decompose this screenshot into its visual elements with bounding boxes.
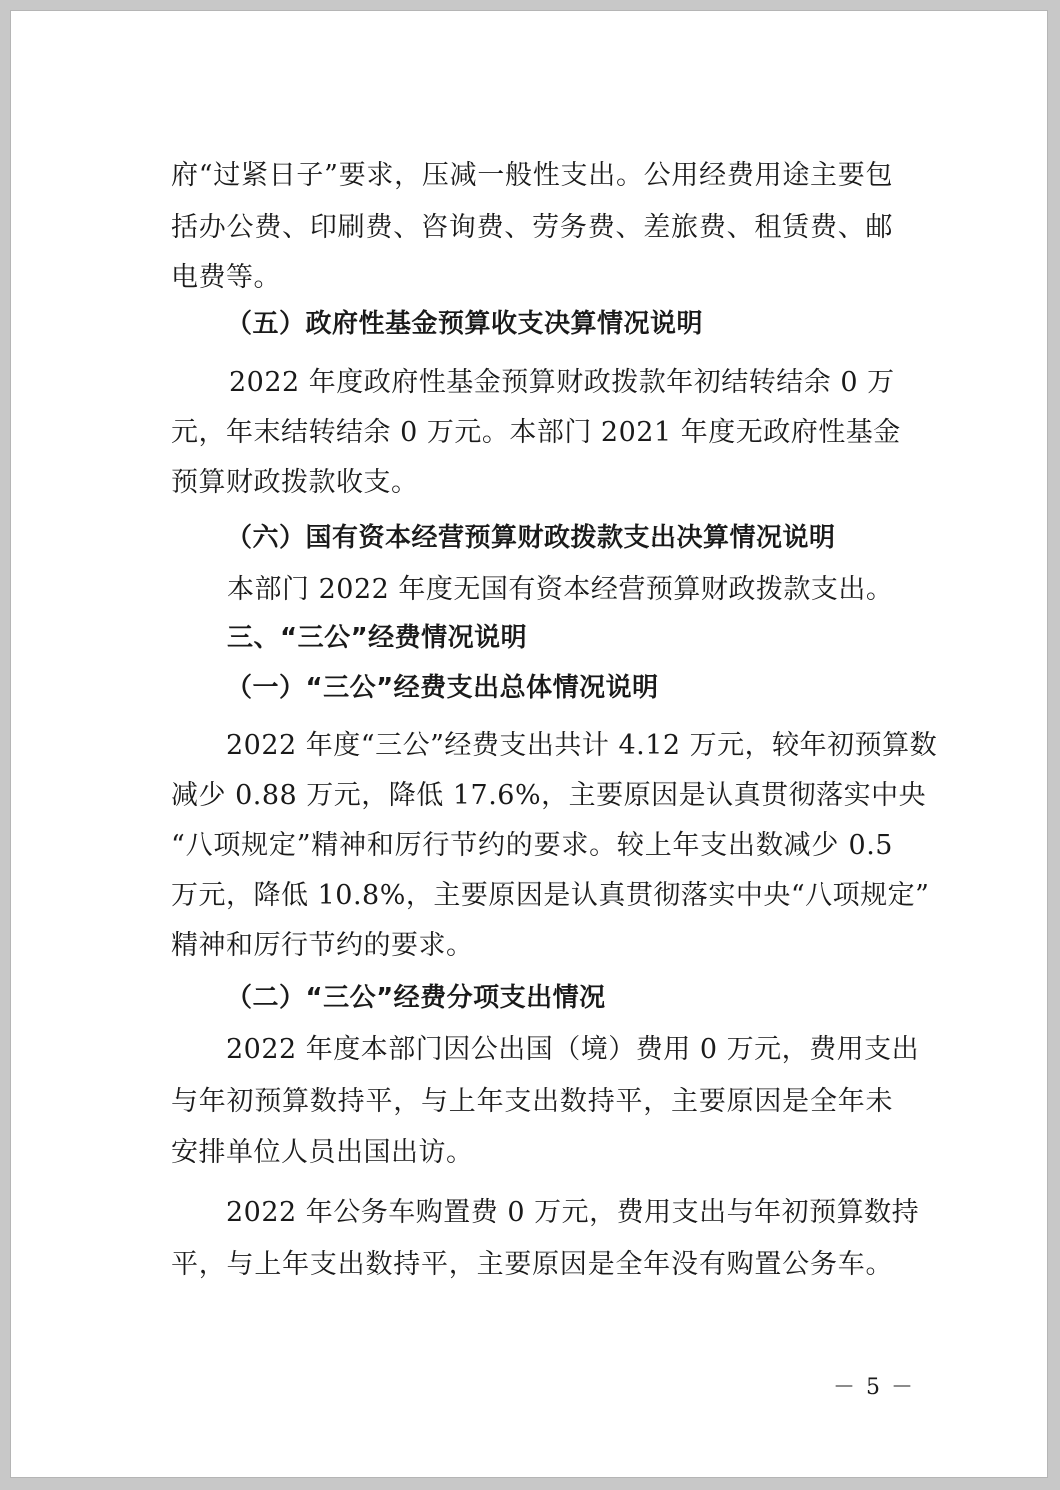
paragraph-line: 2022 年公务车购置费 0 万元，费用支出与年初预算数持	[226, 1197, 920, 1228]
paragraph-line: 括办公费、印刷费、咨询费、劳务费、差旅费、租赁费、邮	[171, 212, 893, 243]
paragraph-line: 减少 0.88 万元，降低 17.6%，主要原因是认真贯彻落实中央	[171, 780, 927, 811]
section-heading-5: （五）政府性基金预算收支决算情况说明	[226, 309, 704, 339]
section-heading-3: 三、“三公”经费情况说明	[227, 623, 528, 653]
section-heading-3-1: （一）“三公”经费支出总体情况说明	[226, 673, 659, 703]
paragraph-line: 电费等。	[171, 262, 281, 293]
section-heading-3-2: （二）“三公”经费分项支出情况	[226, 983, 606, 1013]
page-number: － 5 －	[833, 1375, 915, 1400]
section-heading-6: （六）国有资本经营预算财政拨款支出决算情况说明	[226, 523, 836, 553]
paragraph-line: 精神和厉行节约的要求。	[171, 930, 474, 961]
paragraph-line: “八项规定”精神和厉行节约的要求。较上年支出数减少 0.5	[171, 830, 893, 861]
paragraph-line: 万元，降低 10.8%，主要原因是认真贯彻落实中央“八项规定”	[171, 880, 930, 911]
paragraph-line: 府“过紧日子”要求，压减一般性支出。公用经费用途主要包	[171, 160, 893, 191]
paragraph-line: 本部门 2022 年度无国有资本经营预算财政拨款支出。	[227, 574, 894, 605]
paragraph-line: 与年初预算数持平，与上年支出数持平，主要原因是全年未	[171, 1086, 893, 1117]
paragraph-line: 预算财政拨款收支。	[171, 467, 419, 498]
paragraph-line: 安排单位人员出国出访。	[171, 1137, 474, 1168]
paragraph-line: 元，年末结转结余 0 万元。本部门 2021 年度无政府性基金	[171, 417, 901, 448]
paragraph-line: 2022 年度政府性基金预算财政拨款年初结转结余 0 万	[229, 367, 895, 398]
paragraph-line: 2022 年度本部门因公出国（境）费用 0 万元，费用支出	[226, 1034, 920, 1065]
document-page	[10, 10, 1048, 1478]
paragraph-line: 平，与上年支出数持平，主要原因是全年没有购置公务车。	[171, 1249, 893, 1280]
paragraph-line: 2022 年度“三公”经费支出共计 4.12 万元，较年初预算数	[226, 730, 938, 761]
